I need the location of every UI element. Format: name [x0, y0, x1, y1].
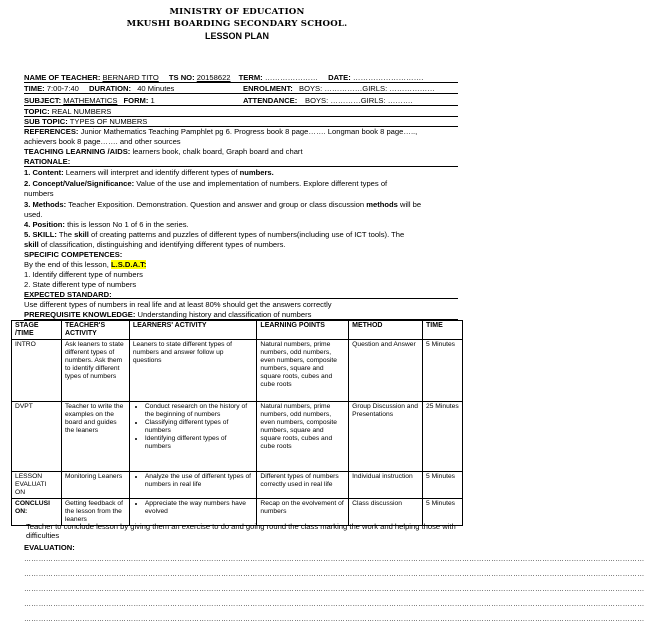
- method-cell: Class discussion: [349, 499, 423, 526]
- divider-line: [24, 105, 458, 106]
- topic-label: TOPIC:: [24, 107, 50, 116]
- subject-row: [24, 96, 464, 105]
- list-item: • Conduct research on the history of the beginning of numbers: [145, 403, 254, 419]
- methods-label: 3. Methods:: [24, 200, 67, 209]
- divider-line: [24, 82, 458, 83]
- form-value: 1: [150, 96, 155, 105]
- lesson-plan-title: LESSON PLAN: [204, 31, 269, 41]
- methods-line: [24, 200, 464, 209]
- content-line: [24, 168, 464, 177]
- school-heading: MKUSHI BOARDING SECONDARY SCHOOL.: [126, 19, 348, 29]
- skill-text-2: of classification, distinguishing and identifying different types of numbers.: [40, 240, 286, 249]
- references-value: Junior Mathematics Teaching Pamphlet pg 6. Progress book 8 page……. Longman book 8 page…..,: [80, 127, 418, 136]
- list-item: • Identifying different types of numbers: [145, 435, 254, 451]
- competences-intro-text: By the end of this lesson,: [24, 260, 109, 269]
- table-row: [12, 402, 463, 472]
- date-value: ……………………….: [352, 73, 424, 82]
- time-cell: 5 Minutes: [423, 472, 463, 499]
- header-learners-activity: LEARNERS' ACTIVITY: [129, 321, 257, 340]
- learning-points-cell: Recap on the evolvement of numbers: [257, 499, 349, 526]
- references-value-2: achievers book 8 page……. and other sources: [24, 137, 181, 146]
- tla-value: learners book, chalk board, Graph board and chart: [132, 147, 303, 156]
- time-cell: 5 Minutes: [423, 499, 463, 526]
- learning-points-cell: Different types of numbers correctly used in real life: [257, 472, 349, 499]
- divider-line: [24, 166, 458, 167]
- learners-activity-list: [133, 473, 254, 489]
- form-label: FORM:: [123, 96, 149, 105]
- header-teacher-activity: TEACHER'S ACTIVITY: [61, 321, 129, 340]
- subtopic-label: SUB TOPIC:: [24, 117, 68, 126]
- tla-label: TEACHING LEARNING /AIDS:: [24, 147, 131, 156]
- skill-line-2: [24, 240, 464, 249]
- teacher-row: [24, 73, 464, 82]
- table-header-row: [12, 321, 463, 340]
- stage-cell: INTRO: [12, 340, 62, 402]
- methods-line-2: [24, 210, 464, 219]
- time-row: [24, 84, 464, 93]
- concept-text: Value of the use and implementation of numbers. Explore different types of: [136, 179, 388, 188]
- skill-pre: The: [58, 230, 72, 239]
- duration-label: DURATION:: [89, 84, 132, 93]
- subject-label: SUBJECT:: [24, 96, 62, 105]
- methods-text: Teacher Exposition. Demonstration. Question and answer and group or class discussion: [68, 200, 365, 209]
- term-label: TERM:: [238, 73, 263, 82]
- content-bold: numbers.: [239, 168, 274, 177]
- evaluation-line[interactable]: …………………………………………………………………………………………………………………………………………………………………………………………………………………………………: [24, 586, 645, 593]
- header-stage: STAGE /TIME: [12, 321, 62, 340]
- content-label: 1. Content:: [24, 168, 64, 177]
- divider-line: [24, 116, 458, 117]
- subtopic-row: [24, 117, 464, 126]
- concept-line: [24, 179, 464, 188]
- duration-value: 40 Minutes: [137, 84, 175, 93]
- topic-value: REAL NUMBERS: [51, 107, 112, 116]
- skill-label: 5. SKILL:: [24, 230, 57, 239]
- evaluation-line[interactable]: …………………………………………………………………………………………………………………………………………………………………………………………………………………………………: [24, 601, 645, 608]
- subtopic-value: TYPES OF NUMBERS: [69, 117, 148, 126]
- time-label: TIME:: [24, 84, 45, 93]
- header-time: TIME: [423, 321, 463, 340]
- stage-cell: DVPT: [12, 402, 62, 472]
- position-line: [24, 220, 464, 229]
- concept-line-2: [24, 189, 464, 198]
- skill-line: [24, 230, 464, 239]
- evaluation-line[interactable]: …………………………………………………………………………………………………………………………………………………………………………………………………………………………………: [24, 616, 645, 623]
- conclusion-note: Teacher to conclude lesson by giving them an exercise to do and going round the class marking the work and helping those with difficulties: [26, 522, 456, 541]
- ministry-heading: MINISTRY OF EDUCATION: [169, 7, 305, 17]
- list-item: • Analyze the use of different types of numbers in real life: [145, 473, 254, 489]
- table-row: [12, 472, 463, 499]
- prerequisite-row: [24, 310, 464, 319]
- teacher-activity-cell: Monitoring Leaners: [61, 472, 129, 499]
- evaluation-line[interactable]: …………………………………………………………………………………………………………………………………………………………………………………………………………………………………: [24, 571, 645, 578]
- lesson-table: [11, 320, 463, 526]
- ts-label: TS NO:: [168, 73, 195, 82]
- time-cell: 25 Minutes: [423, 402, 463, 472]
- attendance-label: ATTENDANCE:: [243, 96, 298, 105]
- learners-activity-list: [133, 403, 254, 451]
- competence-item-1: 1. Identify different type of numbers: [24, 270, 143, 279]
- expected-standard-label: EXPECTED STANDARD:: [24, 290, 112, 299]
- date-label: DATE:: [328, 73, 351, 82]
- content-text: Learners will interpret and identify different types of: [65, 168, 238, 177]
- list-item: • Appreciate the way numbers have evolved: [145, 500, 254, 516]
- concept-text-2: numbers: [24, 189, 54, 198]
- topic-row: [24, 107, 464, 116]
- enrolment-label: ENROLMENT:: [243, 84, 293, 93]
- list-item: • Classifying different types of numbers: [145, 419, 254, 435]
- ts-value: 20158622: [196, 73, 231, 82]
- attendance-value: BOYS: …………GIRLS: ……….: [305, 96, 413, 105]
- skill-bold-1: skill: [74, 230, 89, 239]
- teacher-value: BERNARD TITO: [102, 73, 159, 82]
- time-value: 7:00-7:40: [46, 84, 79, 93]
- evaluation-label: EVALUATION:: [24, 543, 75, 552]
- learners-activity-list: [133, 500, 254, 516]
- stage-cell: CONCLUSI ON:: [12, 499, 62, 526]
- divider-line: [24, 298, 458, 299]
- table-row: [12, 340, 463, 402]
- methods-bold: methods: [366, 200, 398, 209]
- term-value: …………………: [264, 73, 318, 82]
- competences-heading: SPECIFIC COMPETENCES:: [24, 250, 123, 259]
- divider-line: [24, 93, 458, 94]
- references-row-2: [24, 137, 464, 146]
- method-cell: Group Discussion and Presentations: [349, 402, 423, 472]
- teacher-activity-cell: Ask leaners to state different types of numbers. Ask them to identify different types of numbers: [61, 340, 129, 402]
- time-cell: 5 Minutes: [423, 340, 463, 402]
- header-method: METHOD: [349, 321, 423, 340]
- method-cell: Individual instruction: [349, 472, 423, 499]
- methods-text-2: used.: [24, 210, 43, 219]
- rationale-heading: RATIONALE:: [24, 157, 71, 166]
- learners-activity-cell: [129, 402, 257, 472]
- teacher-activity-cell: Teacher to write the examples on the board and guides the leaners: [61, 402, 129, 472]
- lsdat-highlight: L.S.D.A.T:: [110, 260, 147, 269]
- learners-activity-cell: Leaners to state different types of numbers and answer follow up questions: [129, 340, 257, 402]
- stage-cell: LESSON EVALUATI ON: [12, 472, 62, 499]
- concept-label: 2. Concept/Value/Significance:: [24, 179, 135, 188]
- teacher-activity-cell: Getting feedback of the lesson from the leaners: [61, 499, 129, 526]
- prerequisite-text: Understanding history and classification of numbers: [137, 310, 312, 319]
- header-learning-points: LEARNING POINTS: [257, 321, 349, 340]
- expected-standard-text: Use different types of numbers in real life and at least 80% should get the answers correctly: [24, 300, 332, 309]
- divider-line: [24, 126, 458, 127]
- tla-row: [24, 147, 464, 156]
- references-row: [24, 127, 464, 136]
- skill-bold-2: skill: [24, 240, 39, 249]
- position-text: this is lesson No 1 of 6 in the series.: [67, 220, 189, 229]
- teacher-label: NAME OF TEACHER:: [24, 73, 101, 82]
- skill-text: of creating patterns and puzzles of different types of numbers(including use of ICT tools). The: [91, 230, 405, 239]
- competence-item-2: 2. State different type of numbers: [24, 280, 137, 289]
- enrolment-value: BOYS: ……………GIRLS: ………………: [299, 84, 435, 93]
- learning-points-cell: Natural numbers, prime numbers, odd numbers, even numbers, composite numbers, square and square roots, cubes and cube roots: [257, 340, 349, 402]
- prerequisite-label: PREREQUISITE KNOWLEDGE:: [24, 310, 136, 319]
- method-cell: Question and Answer: [349, 340, 423, 402]
- references-label: REFERENCES:: [24, 127, 79, 136]
- position-label: 4. Position:: [24, 220, 65, 229]
- learners-activity-cell: [129, 472, 257, 499]
- subject-value: MATHEMATICS: [63, 96, 118, 105]
- methods-tail: will be: [400, 200, 422, 209]
- learning-points-cell: Natural numbers, prime numbers, odd numbers, even numbers, composite numbers, square and square roots, cubes and cube roots: [257, 402, 349, 472]
- competences-intro: [24, 260, 464, 269]
- evaluation-line[interactable]: …………………………………………………………………………………………………………………………………………………………………………………………………………………………………: [24, 556, 645, 563]
